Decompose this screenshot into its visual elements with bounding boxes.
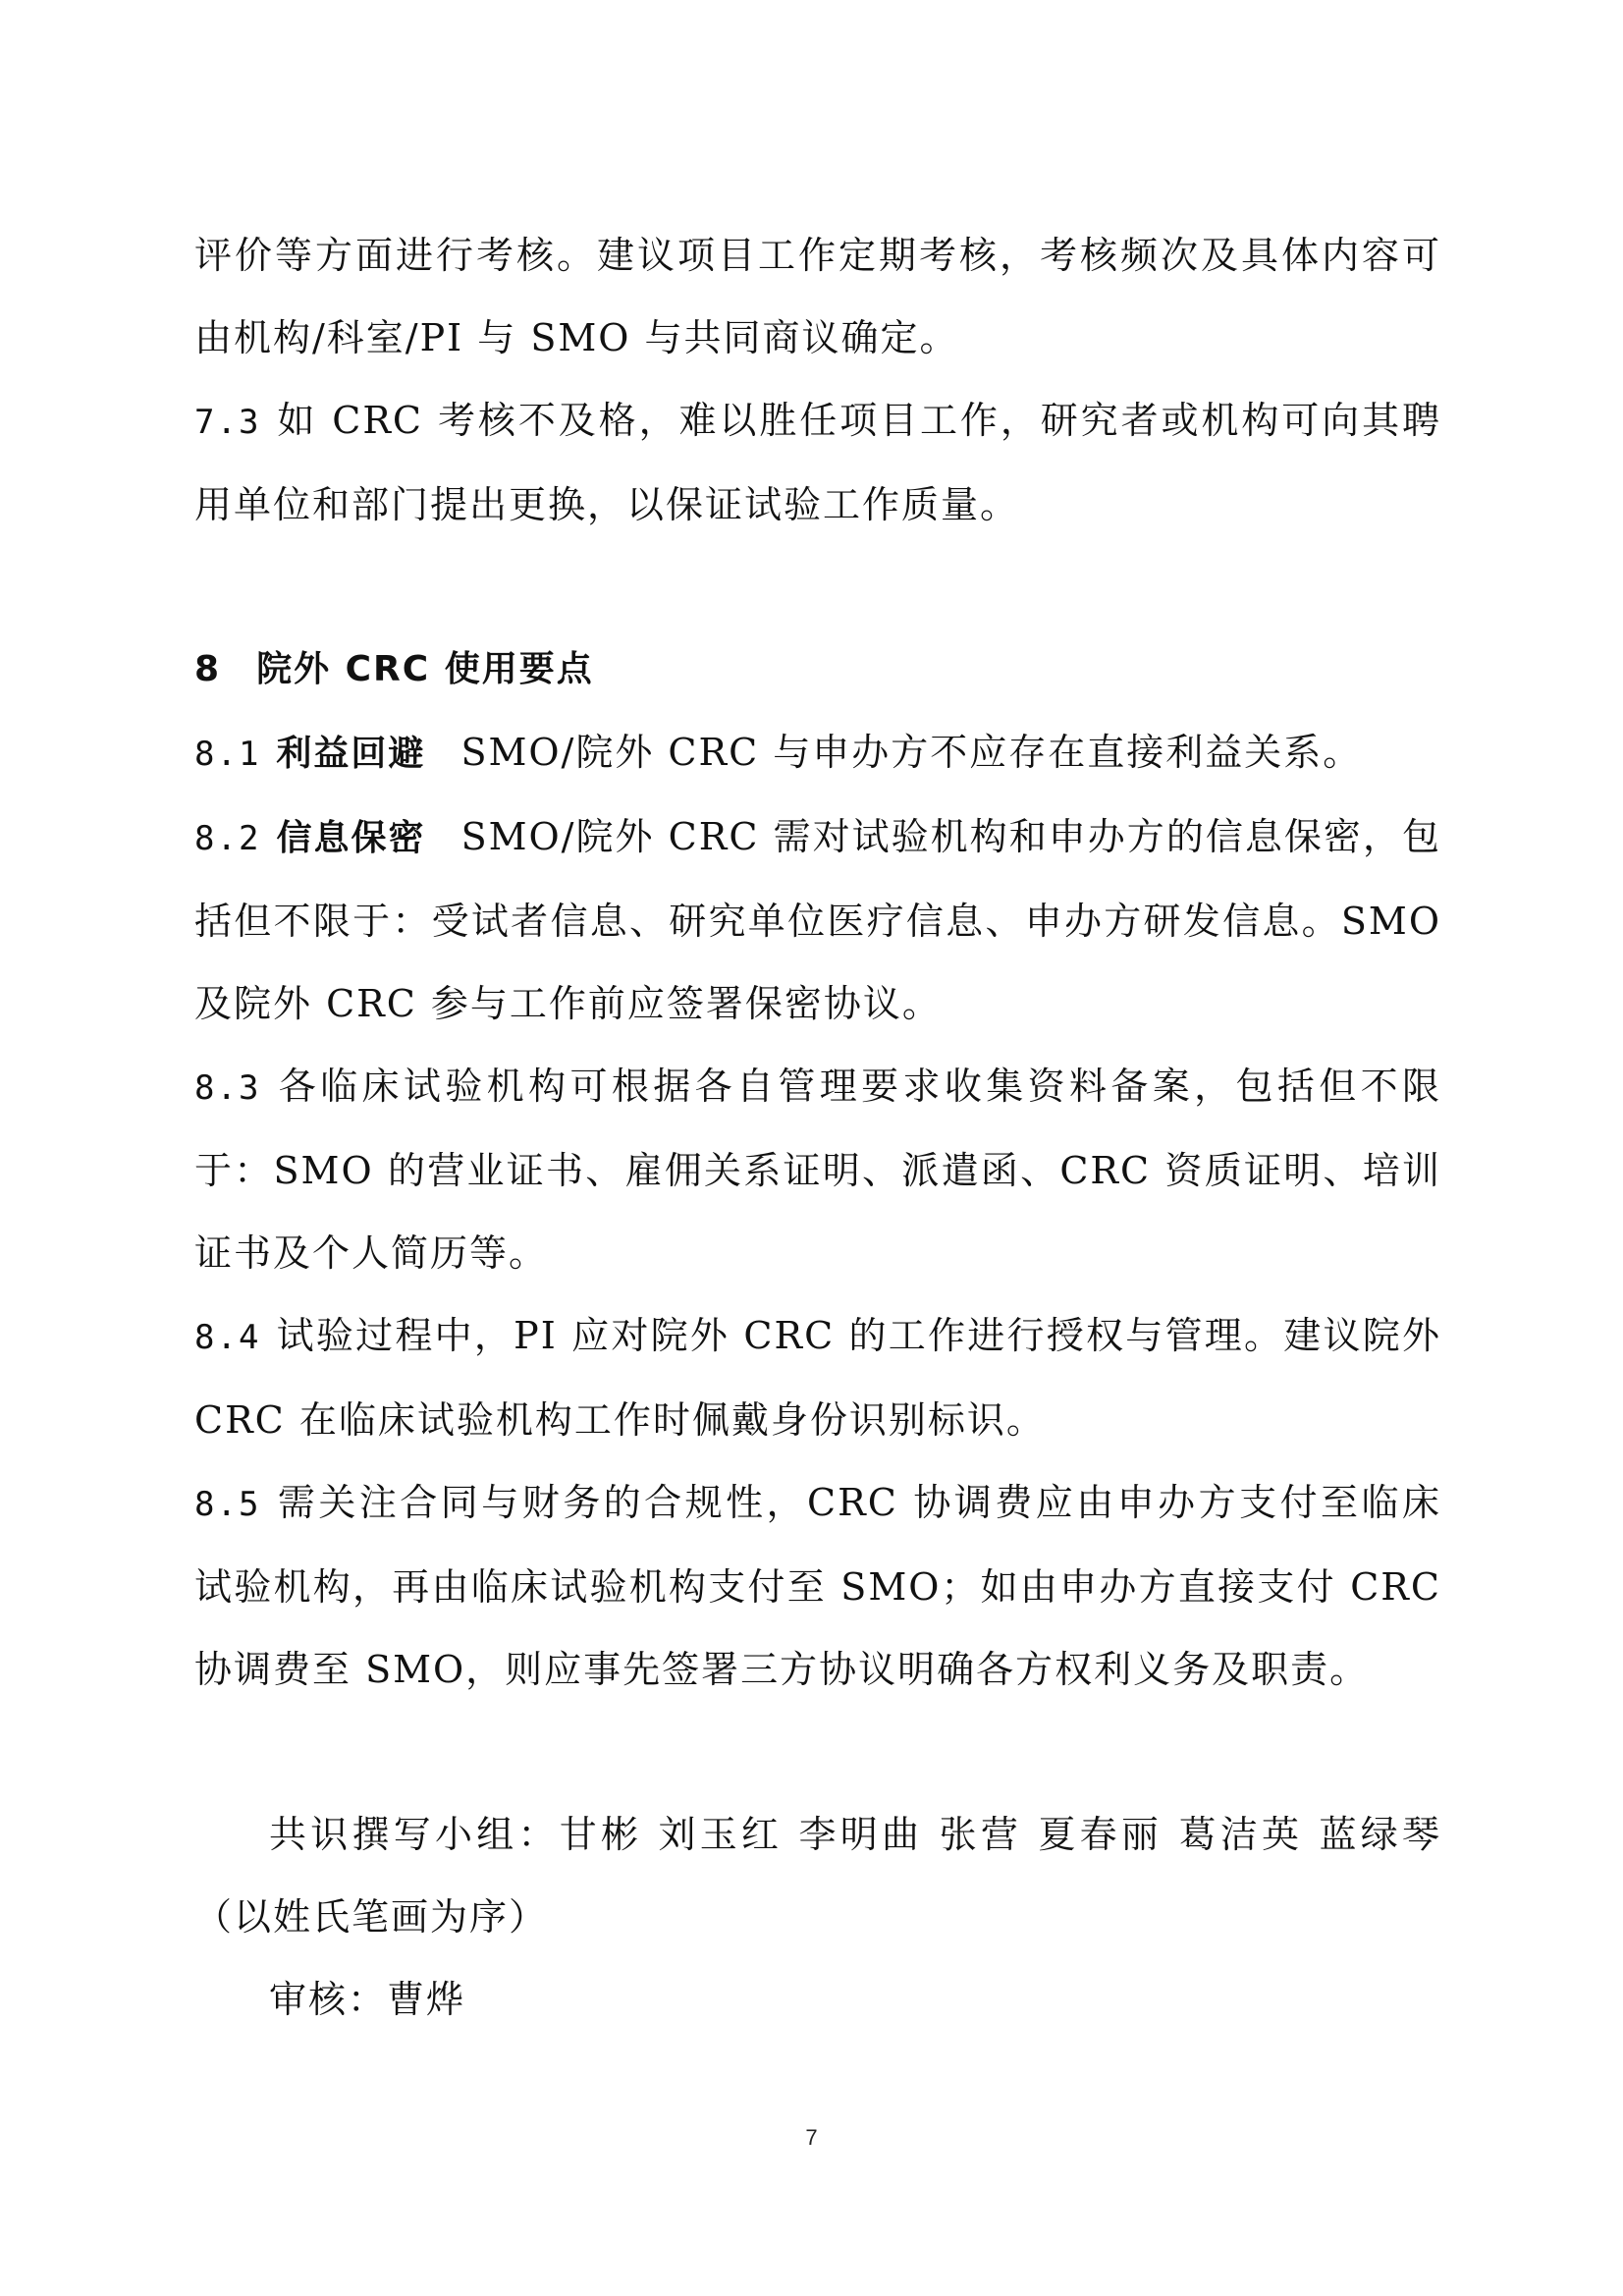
clause-title: 利益回避	[276, 734, 426, 774]
paragraph-text: SMO/院外 CRC 需对试验机构和申办方的信息保密，包括但不限于：受试者信息、研究单位医疗信息、申办方研发信息。SMO 及院外 CRC 参与工作前应签署保密协议。	[194, 815, 1441, 1025]
paragraph-7-3	[194, 379, 1441, 546]
authors-paragraph: 共识撰写小组：甘彬 刘玉红 李明曲 张营 夏春丽 葛洁英 蓝绿琴（以姓氏笔画为序）	[194, 1813, 1441, 1939]
reviewer-paragraph: 审核：曹烨	[269, 1978, 466, 2021]
section-spacer	[194, 1711, 1441, 1793]
section-spacer	[194, 546, 1441, 629]
paragraph-8-2	[194, 795, 1441, 1045]
paragraph-8-1	[194, 711, 1441, 795]
paragraph-8-5	[194, 1461, 1441, 1711]
section-title: 院外 CRC 使用要点	[256, 649, 594, 689]
section-number: 8	[194, 649, 222, 689]
clause-number: 8.4	[194, 1318, 261, 1357]
clause-title: 信息保密	[276, 818, 426, 858]
clause-number: 8.5	[194, 1485, 261, 1524]
paragraph-text: 各临床试验机构可根据各自管理要求收集资料备案，包括但不限于：SMO 的营业证书、雇佣关系证明、派遣函、CRC 资质证明、培训证书及个人简历等。	[194, 1065, 1441, 1275]
clause-number: 8.2	[194, 819, 261, 858]
clause-number: 7.3	[194, 403, 261, 442]
paragraph-7-2-continuation: 评价等方面进行考核。建议项目工作定期考核，考核频次及具体内容可由机构/科室/PI 与 SMO 与共同商议确定。	[194, 234, 1441, 359]
paragraph-8-3	[194, 1045, 1441, 1294]
clause-number: 8.3	[194, 1068, 261, 1108]
paragraph-8-4	[194, 1294, 1441, 1461]
paragraph-text: SMO/院外 CRC 与申办方不应存在直接利益关系。	[460, 731, 1363, 774]
section-8-heading	[194, 629, 1441, 711]
clause-number: 8.1	[194, 735, 261, 774]
document-body	[194, 214, 1441, 2041]
paragraph-text: 需关注合同与财务的合规性，CRC 协调费应由申办方支付至临床试验机构，再由临床试验机构支付至 SMO；如由申办方直接支付 CRC 协调费至 SMO，则应事先签署三方协议明确各方权利义务及职责。	[194, 1481, 1441, 1691]
page-number: 7	[805, 2125, 818, 2150]
paragraph-text: 试验过程中，PI 应对院外 CRC 的工作进行授权与管理。建议院外 CRC 在临床试验机构工作时佩戴身份识别标识。	[194, 1314, 1441, 1442]
paragraph-text: 如 CRC 考核不及格，难以胜任项目工作，研究者或机构可向其聘用单位和部门提出更换，以保证试验工作质量。	[194, 399, 1441, 526]
